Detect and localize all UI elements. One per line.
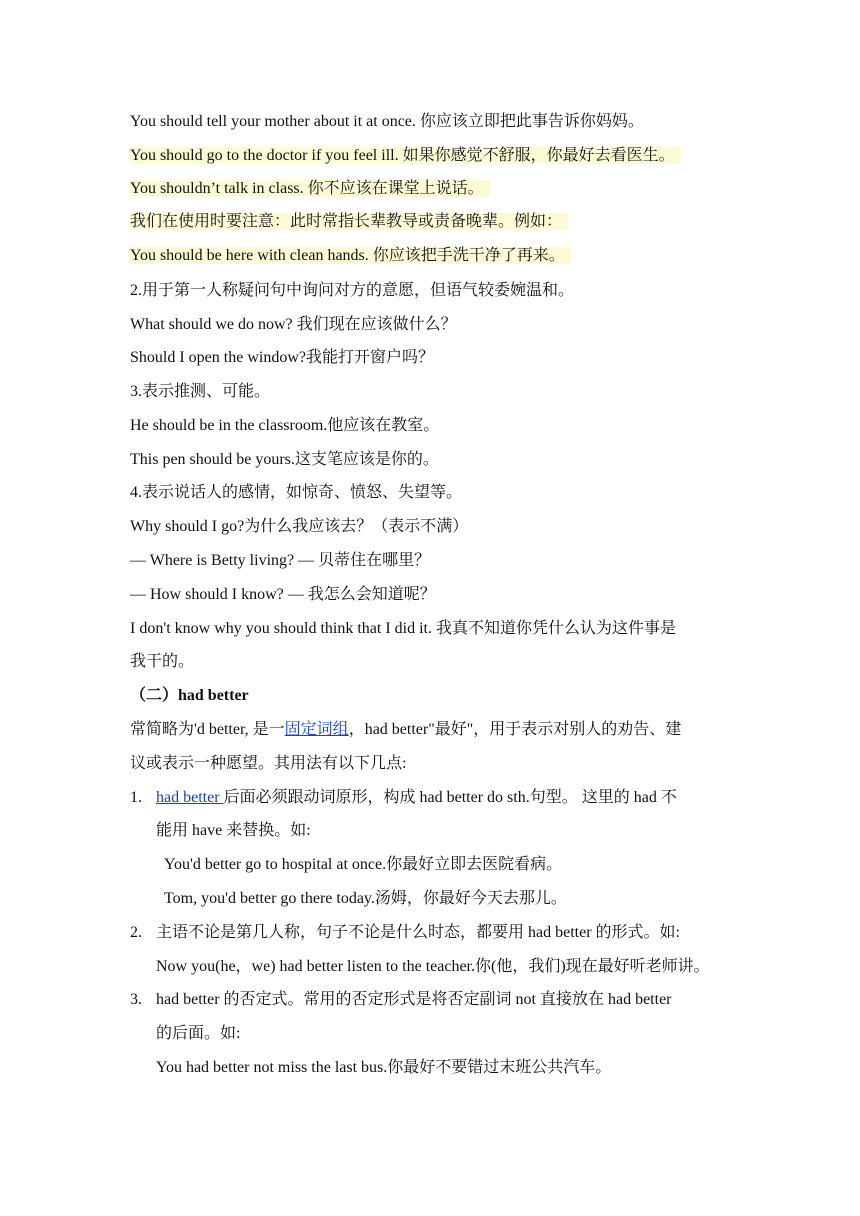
text-line: This pen should be yours.这支笔应该是你的。 <box>130 451 439 468</box>
text-line: 3.表示推测、可能。 <box>130 383 271 400</box>
text-line: He should be in the classroom.他应该在教室。 <box>130 417 440 434</box>
text-segment: 后面必须跟动词原形，构成 had better do sth.句型。 这里的 had 不 <box>223 789 677 806</box>
text-line: 我干的。 <box>130 653 195 670</box>
text-line <box>130 719 681 741</box>
text-line: — How should I know? — 我怎么会知道呢？ <box>130 586 436 603</box>
text-line: You should tell your mother about it at once. 你应该立即把此事告诉你妈妈。 <box>130 113 644 130</box>
highlight-text: 我们在使用时要注意：此时常指长辈教导或责备晚辈。例如： <box>130 213 568 230</box>
list-item-text: 主语不论是第几人称，句子不论是什么时态，都要用 had better 的形式。如: <box>156 924 680 941</box>
text-segment: 常简略为'd better, 是一 <box>130 721 285 738</box>
text-line: I don't know why you should think that I did it. 我真不知道你凭什么认为这件事是 <box>130 620 676 637</box>
highlight-text: You shouldn’t talk in class. 你不应该在课堂上说话。 <box>130 180 490 197</box>
highlight-text: You should go to the doctor if you feel ill. 如果你感觉不舒服，你最好去看医生。 <box>130 147 681 164</box>
text-line: Should I open the window?我能打开窗户吗？ <box>130 349 434 366</box>
list-item-text: 的后面。如: <box>156 1025 241 1042</box>
example-line: Tom, you'd better go there today.汤姆，你最好今天去那儿。 <box>164 890 567 907</box>
text-line: 2.用于第一人称疑问句中询问对方的意愿，但语气较委婉温和。 <box>130 282 575 299</box>
list-number: 3. <box>130 991 142 1008</box>
list-item-text: 能用 have 来替换。如: <box>156 822 311 839</box>
text-segment: ，had better"最好"，用于表示对别人的劝告、建 <box>348 721 682 738</box>
fixed-phrase-link[interactable]: 固定词组 <box>284 721 349 738</box>
section-heading: （二）had better <box>130 687 249 704</box>
example-line: You'd better go to hospital at once.你最好立即去医院看病。 <box>164 856 563 873</box>
text-line: — Where is Betty living? — 贝蒂住在哪里？ <box>130 552 431 569</box>
highlighted-line <box>130 145 681 167</box>
highlighted-line <box>130 245 571 267</box>
text-line: 议或表示一种愿望。其用法有以下几点: <box>130 755 407 772</box>
list-item-text: had better 的否定式。常用的否定形式是将否定副词 not 直接放在 had better <box>156 991 672 1008</box>
had-better-link[interactable]: had better <box>156 789 224 806</box>
highlighted-line <box>130 211 568 233</box>
list-number: 1. <box>130 789 142 806</box>
list-item-text <box>156 787 677 809</box>
text-line: Why should I go?为什么我应该去？（表示不满） <box>130 518 469 535</box>
highlight-text: You should be here with clean hands. 你应该把手洗干净了再来。 <box>130 247 571 264</box>
text-line: What should we do now? 我们现在应该做什么？ <box>130 316 457 333</box>
text-line: 4.表示说话人的感情，如惊奇、愤怒、失望等。 <box>130 484 463 501</box>
list-number: 2. <box>130 924 142 941</box>
example-line: You had better not miss the last bus.你最好不要错过末班公共汽车。 <box>156 1059 612 1076</box>
highlighted-line <box>130 178 490 200</box>
example-line: Now you(he，we) had better listen to the teacher.你(他，我们)现在最好听老师讲。 <box>156 958 710 975</box>
